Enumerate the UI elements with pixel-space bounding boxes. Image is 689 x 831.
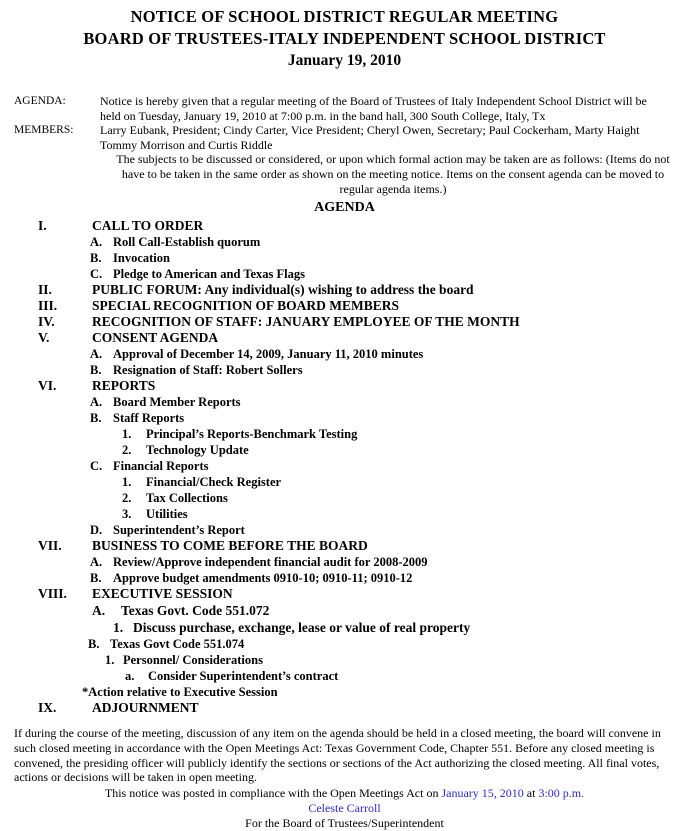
agenda-item: II. PUBLIC FORUM: Any individual(s) wishing to address the board (38, 282, 474, 298)
posted-time-link[interactable]: 3:00 p.m. (538, 785, 585, 800)
agenda-item: 1. Financial/Check Register (122, 475, 282, 490)
agenda-item: VIII. EXECUTIVE SESSION (38, 586, 233, 602)
agenda-item: III. SPECIAL RECOGNITION OF BOARD MEMBERS (38, 298, 400, 314)
posted-date-link[interactable]: January 15, 2010 (441, 785, 524, 800)
agenda-item: D. Superintendent’s Report (90, 523, 245, 538)
agenda-item: A. Approval of December 14, 2009, January 11, 2010 minutes (90, 347, 424, 362)
document-header (0, 0, 689, 72)
agenda-item: C. Financial Reports (90, 459, 209, 474)
agenda-item: V. CONSENT AGENDA (38, 330, 219, 346)
members-row (0, 123, 689, 152)
agenda-item: 2. Technology Update (122, 443, 249, 458)
agenda-item: 2. Tax Collections (122, 491, 228, 506)
preamble-section (0, 94, 689, 216)
agenda-item: B. Texas Govt Code 551.074 (88, 637, 245, 652)
signature-title: For the Board of Trustees/Superintendent (245, 815, 444, 830)
signature-name-link[interactable]: Celeste Carroll (308, 800, 381, 815)
agenda-item: IV. RECOGNITION OF STAFF: JANUARY EMPLOYEE OF THE MONTH (38, 314, 520, 330)
posted-prefix: This notice was posted in compliance with the Open Meetings Act on (104, 785, 442, 800)
agenda-label: AGENDA: (14, 95, 66, 107)
agenda-item: B. Resignation of Staff: Robert Sollers (90, 363, 303, 378)
posted-notice-line (0, 786, 689, 801)
agenda-item: 3. Utilities (122, 507, 188, 522)
agenda-item: a. Consider Superintendent’s contract (125, 669, 339, 684)
agenda-item: A. Review/Approve independent financial audit for 2008-2009 (90, 555, 428, 570)
agenda-item: C. Pledge to American and Texas Flags (90, 267, 306, 282)
subjects-note: The subjects to be discussed or considered, or upon which formal action may be taken are as follows: (Items do not have to be taken in the same order as shown on the meeting notice. Items on the consent agenda can be moved to regular agenda items.) (116, 152, 670, 196)
agenda-item-executive-note: *Action relative to Executive Session (82, 685, 278, 700)
agenda-item: B. Staff Reports (90, 411, 185, 426)
agenda-heading: AGENDA (314, 200, 375, 216)
members-list-text: Larry Eubank, President; Cindy Carter, Vice President; Cheryl Owen, Secretary; Paul Cockerham, Marty Haight Tommy Morrison and Curtis Riddle (100, 123, 640, 152)
agenda-notice-text: Notice is hereby given that a regular meeting of the Board of Trustees of Italy Independent School District will be held on Tuesday, January 19, 2010 at 7:00 p.m. in the band hall, 300 South College, Italy, Tx (100, 94, 647, 123)
agenda-item: IX. ADJOURNMENT (38, 700, 199, 716)
agenda-item: A. Texas Govt. Code 551.072 (92, 603, 270, 619)
document-date: January 19, 2010 (287, 52, 402, 69)
agenda-item: B. Approve budget amendments 0910-10; 0910-11; 0910-12 (90, 571, 413, 586)
agenda-item: 1. Principal’s Reports-Benchmark Testing (122, 427, 358, 442)
agenda-item: 1. Discuss purchase, exchange, lease or value of real property (113, 620, 471, 636)
agenda-item: A. Roll Call-Establish quorum (90, 235, 261, 250)
posted-mid: at (523, 785, 539, 800)
closed-meeting-paragraph: If during the course of the meeting, discussion of any item on the agenda should be held in a closed meeting, the board will convene in such closed meeting in accordance with the Open Meetings Act: Texas Government Code, Chapter 551. Before any closed meeting is convened, the presiding officer will publicly identify the sections or sections of the Act authorizing the closed meeting. All final votes, actions or decisions will be taken in open meeting. (14, 726, 661, 785)
document-title-line2: BOARD OF TRUSTEES-ITALY INDEPENDENT SCHOOL DISTRICT (83, 29, 606, 48)
agenda-item: B. Invocation (90, 251, 170, 266)
agenda-item: I. CALL TO ORDER (38, 218, 204, 234)
agenda-item: 1. Personnel/ Considerations (105, 653, 263, 668)
members-label: MEMBERS: (14, 124, 74, 137)
agenda-outline (0, 218, 689, 716)
agenda-notice-row (0, 94, 689, 123)
agenda-item: VI. REPORTS (38, 378, 156, 394)
agenda-item: VII. BUSINESS TO COME BEFORE THE BOARD (38, 538, 368, 554)
agenda-item: A. Board Member Reports (90, 395, 241, 410)
document-title-line1: NOTICE OF SCHOOL DISTRICT REGULAR MEETING (130, 7, 559, 26)
